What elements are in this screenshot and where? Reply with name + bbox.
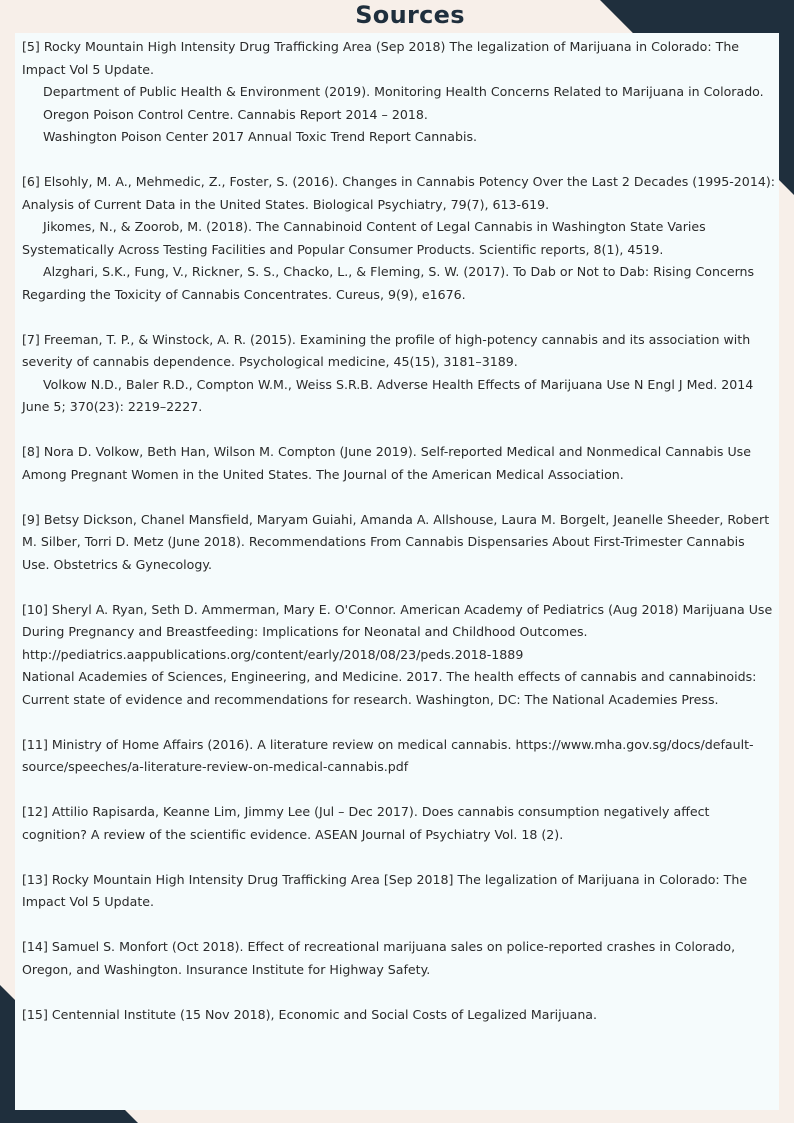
page-title: Sources	[355, 1, 465, 29]
reference-sub-citation: National Academies of Sciences, Engineering, and Medicine. 2017. The health effects of cannabis and cannabinoids: Current state of evidence and recommendations for research. Washington, DC: The National Academies Press.	[22, 669, 757, 707]
sources-panel	[15, 33, 779, 1110]
reference-citation: [7] Freeman, T. P., & Winstock, A. R. (2015). Examining the profile of high-potency cannabis and its association with severity of cannabis dependence. Psychological medicine, 45(15), 3181–3189.	[22, 331, 751, 369]
source-entry-9	[22, 509, 775, 577]
reference-citation: [11] Ministry of Home Affairs (2016). A literature review on medical cannabis. https://www.mha.gov.sg/docs/default-source/speeches/a-literature-review-on-medical-cannabis.pdf	[22, 736, 754, 774]
reference-sub-citation: Oregon Poison Control Centre. Cannabis Report 2014 – 2018.	[43, 106, 428, 122]
source-entry-13	[22, 869, 775, 914]
source-entry-11	[22, 734, 775, 779]
reference-citation: [8] Nora D. Volkow, Beth Han, Wilson M. Compton (June 2019). Self-reported Medical and Nonmedical Cannabis Use Among Pregnant Women in the United States. The Journal of the American Medical Association.	[22, 444, 751, 482]
reference-citation: [14] Samuel S. Monfort (Oct 2018). Effect of recreational marijuana sales on police-reported crashes in Colorado, Oregon, and Washington. Insurance Institute for Highway Safety.	[22, 939, 736, 977]
reference-citation: [13] Rocky Mountain High Intensity Drug Trafficking Area [Sep 2018] The legalization of Marijuana in Colorado: The Impact Vol 5 Update.	[22, 871, 748, 909]
source-entry-15	[22, 1004, 775, 1027]
source-entry-8	[22, 441, 775, 486]
reference-sub-citation: Washington Poison Center 2017 Annual Toxic Trend Report Cannabis.	[43, 129, 478, 144]
source-entry-6	[22, 171, 775, 306]
source-entry-14	[22, 936, 775, 981]
reference-citation: [10] Sheryl A. Ryan, Seth D. Ammerman, Mary E. O'Connor. American Academy of Pediatrics (Aug 2018) Marijuana Use During Pregnancy and Breastfeeding: Implications for Neonatal and Childhood Outcomes. http://pediatrics.aappublications.org/content/early/2018/08/23/peds.2018-1889	[22, 601, 773, 662]
reference-sub-citation: Department of Public Health & Environment (2019). Monitoring Health Concerns Related to Marijuana in Colorado.	[43, 84, 764, 99]
reference-citation: [5] Rocky Mountain High Intensity Drug Trafficking Area (Sep 2018) The legalization of Marijuana in Colorado: The Impact Vol 5 Update.	[22, 39, 740, 77]
source-entry-7	[22, 329, 775, 419]
reference-citation: [6] Elsohly, M. A., Mehmedic, Z., Foster, S. (2016). Changes in Cannabis Potency Over the Last 2 Decades (1995-2014): Analysis of Current Data in the United States. Biological Psychiatry, 79(7), 613-619.	[22, 174, 776, 212]
source-entry-12	[22, 801, 775, 846]
reference-sub-citation: Volkow N.D., Baler R.D., Compton W.M., Weiss S.R.B. Adverse Health Effects of Marijuana Use N Engl J Med. 2014 June 5; 370(23): 2219–2227.	[22, 376, 754, 414]
reference-sub-citation: Jikomes, N., & Zoorob, M. (2018). The Cannabinoid Content of Legal Cannabis in Washington State Varies Systematically Across Testing Facilities and Popular Consumer Products. Scientific reports, 8(1), 4519.	[22, 219, 706, 257]
reference-citation: [12] Attilio Rapisarda, Keanne Lim, Jimmy Lee (Jul – Dec 2017). Does cannabis consumption negatively affect cognition? A review of the scientific evidence. ASEAN Journal of Psychiatry Vol. 18 (2).	[22, 804, 710, 842]
source-entry-10	[22, 599, 775, 712]
reference-citation: [9] Betsy Dickson, Chanel Mansfield, Maryam Guiahi, Amanda A. Allshouse, Laura M. Borgelt, Jeanelle Sheeder, Robert M. Silber, Torri D. Metz (June 2018). Recommendations From Cannabis Dispensaries About First-Trimester Cannabis Use. Obstetrics & Gynecology.	[22, 511, 770, 572]
reference-sub-citation: Alzghari, S.K., Fung, V., Rickner, S. S., Chacko, L., & Fleming, S. W. (2017). To Dab or Not to Dab: Rising Concerns Regarding the Toxicity of Cannabis Concentrates. Cureus, 9(9), e1676.	[22, 264, 755, 302]
source-entry-5	[22, 36, 775, 149]
reference-citation: [15] Centennial Institute (15 Nov 2018), Economic and Social Costs of Legalized Marijuana.	[22, 1006, 598, 1022]
